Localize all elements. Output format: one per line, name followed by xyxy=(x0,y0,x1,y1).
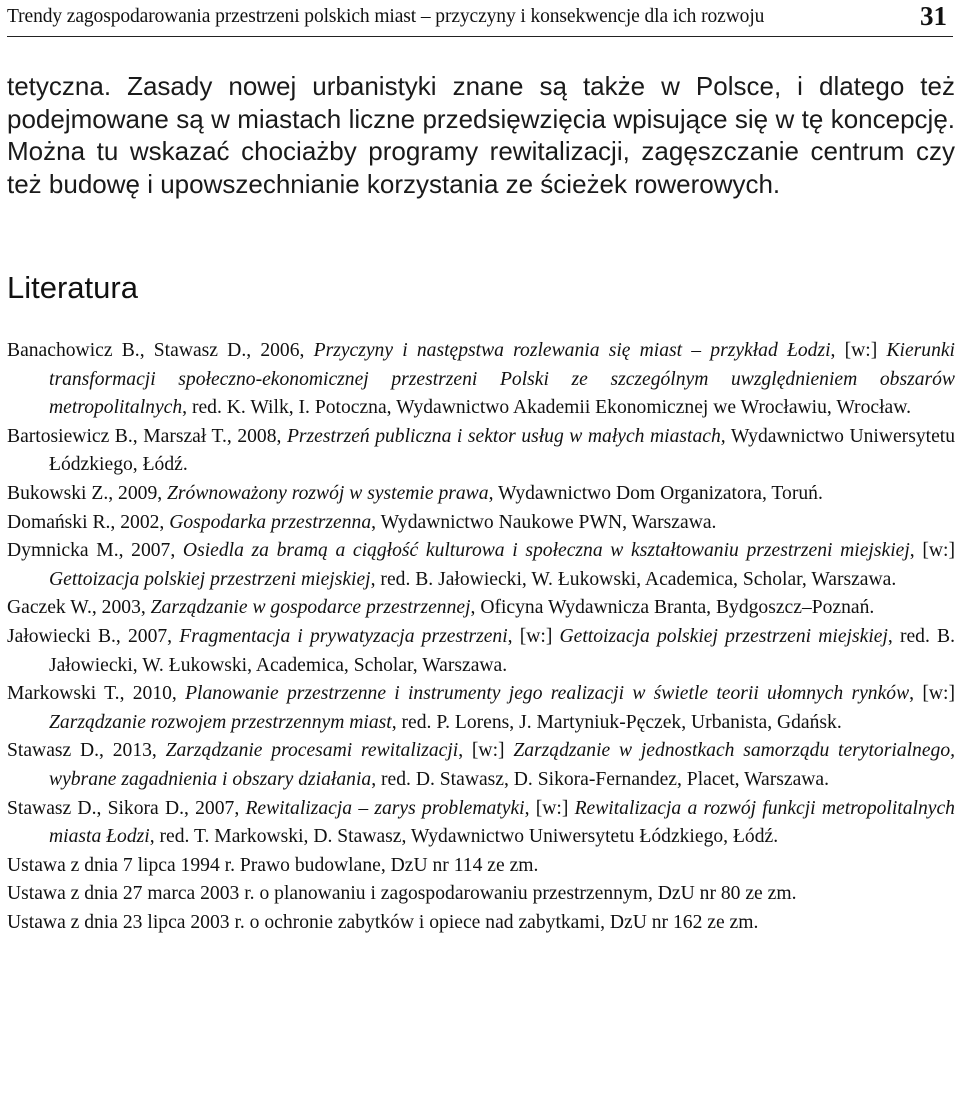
ref-year: , 2006, xyxy=(246,340,314,361)
ref-publisher: , red. K. Wilk, I. Potoczna, Wydawnictwo Akademii Ekonomicznej we Wrocławiu, Wrocław. xyxy=(182,397,911,419)
ref-publisher: , red. P. Lorens, J. Martyniuk-Pęczek, Urbanista, Gdańsk. xyxy=(391,711,842,733)
reference-entry xyxy=(7,509,955,538)
reference-entry xyxy=(7,423,955,480)
ref-connector: , [w:] xyxy=(458,740,514,762)
ref-author: Gaczek W. xyxy=(7,597,92,619)
ref-container: Gettoizacja polskiej przestrzeni miejskiej xyxy=(559,625,888,647)
ref-title: Zarządzanie procesami rewitalizacji xyxy=(165,740,459,762)
running-header-title: Trendy zagospodarowania przestrzeni polskich miast – przyczyny i konsekwencje dla ich rozwoju xyxy=(7,6,765,27)
ref-year: , 2009, xyxy=(108,482,168,504)
body-paragraph: tetyczna. Zasady nowej urbanistyki znane są także w Polsce, i dlatego też podejmowane są w miastach liczne przedsięwzięcia wpisujące się w tę koncepcję. Można tu wskazać chociażby programy rewitalizacji, zagęszczanie centrum czy też budowę i upowszechnianie korzystania ze ścieżek rowerowych. xyxy=(7,71,955,199)
ref-connector: , [w:] xyxy=(909,540,955,562)
ref-year: , 2007, xyxy=(184,797,246,819)
reference-entry xyxy=(7,795,955,852)
ref-author: Bartosiewicz B., Marszał T. xyxy=(7,425,227,447)
ref-publisher: , red. B. Jałowiecki, W. Łukowski, Academica, Scholar, Warszawa. xyxy=(49,625,956,676)
ref-author: Markowski T. xyxy=(7,683,120,705)
ref-author: Dymnicka M. xyxy=(7,540,119,562)
reference-entry xyxy=(7,594,955,623)
ref-law-text: Ustawa z dnia 27 marca 2003 r. o planowaniu i zagospodarowaniu przestrzennym, DzU nr 80 ze zm. xyxy=(7,883,797,905)
ref-connector: , [w:] xyxy=(830,340,887,361)
ref-container: Zarządzanie w jednostkach samorządu terytorialnego, wybrane zagadnienia i obszary działania xyxy=(49,740,956,790)
reference-entry xyxy=(7,737,955,794)
reference-entry xyxy=(7,680,955,737)
reference-entry xyxy=(7,880,955,909)
ref-year: , 2007, xyxy=(115,625,180,647)
ref-container: Zarządzanie rozwojem przestrzennym miast xyxy=(49,711,392,733)
ref-title: Zrównoważony rozwój w systemie prawa xyxy=(167,482,489,504)
ref-title: Fragmentacja i prywatyzacja przestrzeni xyxy=(179,625,508,647)
reference-entry xyxy=(7,537,955,594)
ref-title: Planowanie przestrzenne i instrumenty jego realizacji w świetle teorii ułomnych rynków xyxy=(185,683,910,705)
ref-publisher: , Wydawnictwo Dom Organizatora, Toruń. xyxy=(488,482,823,504)
ref-year: , 2007, xyxy=(118,540,183,562)
ref-author: Bukowski Z. xyxy=(7,482,109,504)
ref-title: Przestrzeń publiczna i sektor usług w małych miastach, xyxy=(286,425,726,447)
reference-entry xyxy=(7,480,955,509)
ref-title: Gospodarka przestrzenna xyxy=(169,511,372,533)
ref-connector: , [w:] xyxy=(909,683,955,705)
ref-connector: , [w:] xyxy=(524,797,575,819)
ref-author: Jałowiecki B. xyxy=(7,625,116,647)
ref-publisher: , Wydawnictwo Naukowe PWN, Warszawa. xyxy=(371,511,717,533)
ref-law-text: Ustawa z dnia 23 lipca 2003 r. o ochronie zabytków i opiece nad zabytkami, DzU nr 162 ze zm. xyxy=(7,911,759,933)
ref-title: Rewitalizacja – zarys problematyki xyxy=(245,797,525,819)
page-number: 31 xyxy=(920,1,947,31)
ref-title: Osiedla za bramą a ciągłość kulturowa i społeczna w kształtowaniu przestrzeni miejskiej xyxy=(182,540,910,562)
reference-entry xyxy=(7,909,955,938)
ref-year: , 2003, xyxy=(91,597,151,619)
ref-year: , 2010, xyxy=(119,683,186,705)
section-heading: Literatura xyxy=(7,270,138,305)
ref-container: Kierunki transformacji społeczno-ekonomicznej przestrzeni Polski ze szczególnym uwzględnieniem obszarów metropolitalnych xyxy=(49,340,956,419)
ref-title: Przyczyny i następstwa rozlewania się miast – przykład Łodzi xyxy=(313,340,831,361)
ref-publisher: , Oficyna Wydawnicza Branta, Bydgoszcz–Poznań. xyxy=(470,597,875,619)
ref-publisher: , red. T. Markowski, D. Stawasz, Wydawnictwo Uniwersytetu Łódzkiego, Łódź. xyxy=(149,826,779,848)
ref-publisher: , red. B. Jałowiecki, W. Łukowski, Academica, Scholar, Warszawa. xyxy=(370,568,897,590)
ref-connector: , [w:] xyxy=(507,625,560,647)
running-header xyxy=(7,2,953,37)
reference-list xyxy=(7,337,955,937)
ref-container: Rewitalizacja a rozwój funkcji metropolitalnych miasta Łodzi xyxy=(49,797,955,848)
ref-year: , 2002, xyxy=(110,511,170,533)
ref-law-text: Ustawa z dnia 7 lipca 1994 r. Prawo budowlane, DzU nr 114 ze zm. xyxy=(7,854,539,876)
ref-publisher: , red. D. Stawasz, D. Sikora-Fernandez, Placet, Warszawa. xyxy=(371,768,830,790)
ref-author: Stawasz D., Sikora D. xyxy=(7,797,185,819)
ref-title: Zarządzanie w gospodarce przestrzennej xyxy=(150,597,471,619)
ref-container: Gettoizacja polskiej przestrzeni miejskiej xyxy=(49,568,371,590)
ref-author: Stawasz D. xyxy=(7,740,100,762)
ref-author: Banachowicz B., Stawasz D. xyxy=(7,340,247,361)
reference-entry xyxy=(7,337,955,423)
reference-entry xyxy=(7,852,955,881)
ref-publisher: Wydawnictwo Uniwersytetu Łódzkiego, Łódź. xyxy=(49,425,956,476)
reference-entry xyxy=(7,623,955,680)
ref-author: Domański R. xyxy=(7,511,111,533)
ref-year: , 2013, xyxy=(99,740,166,762)
ref-year: , 2008, xyxy=(226,425,287,447)
